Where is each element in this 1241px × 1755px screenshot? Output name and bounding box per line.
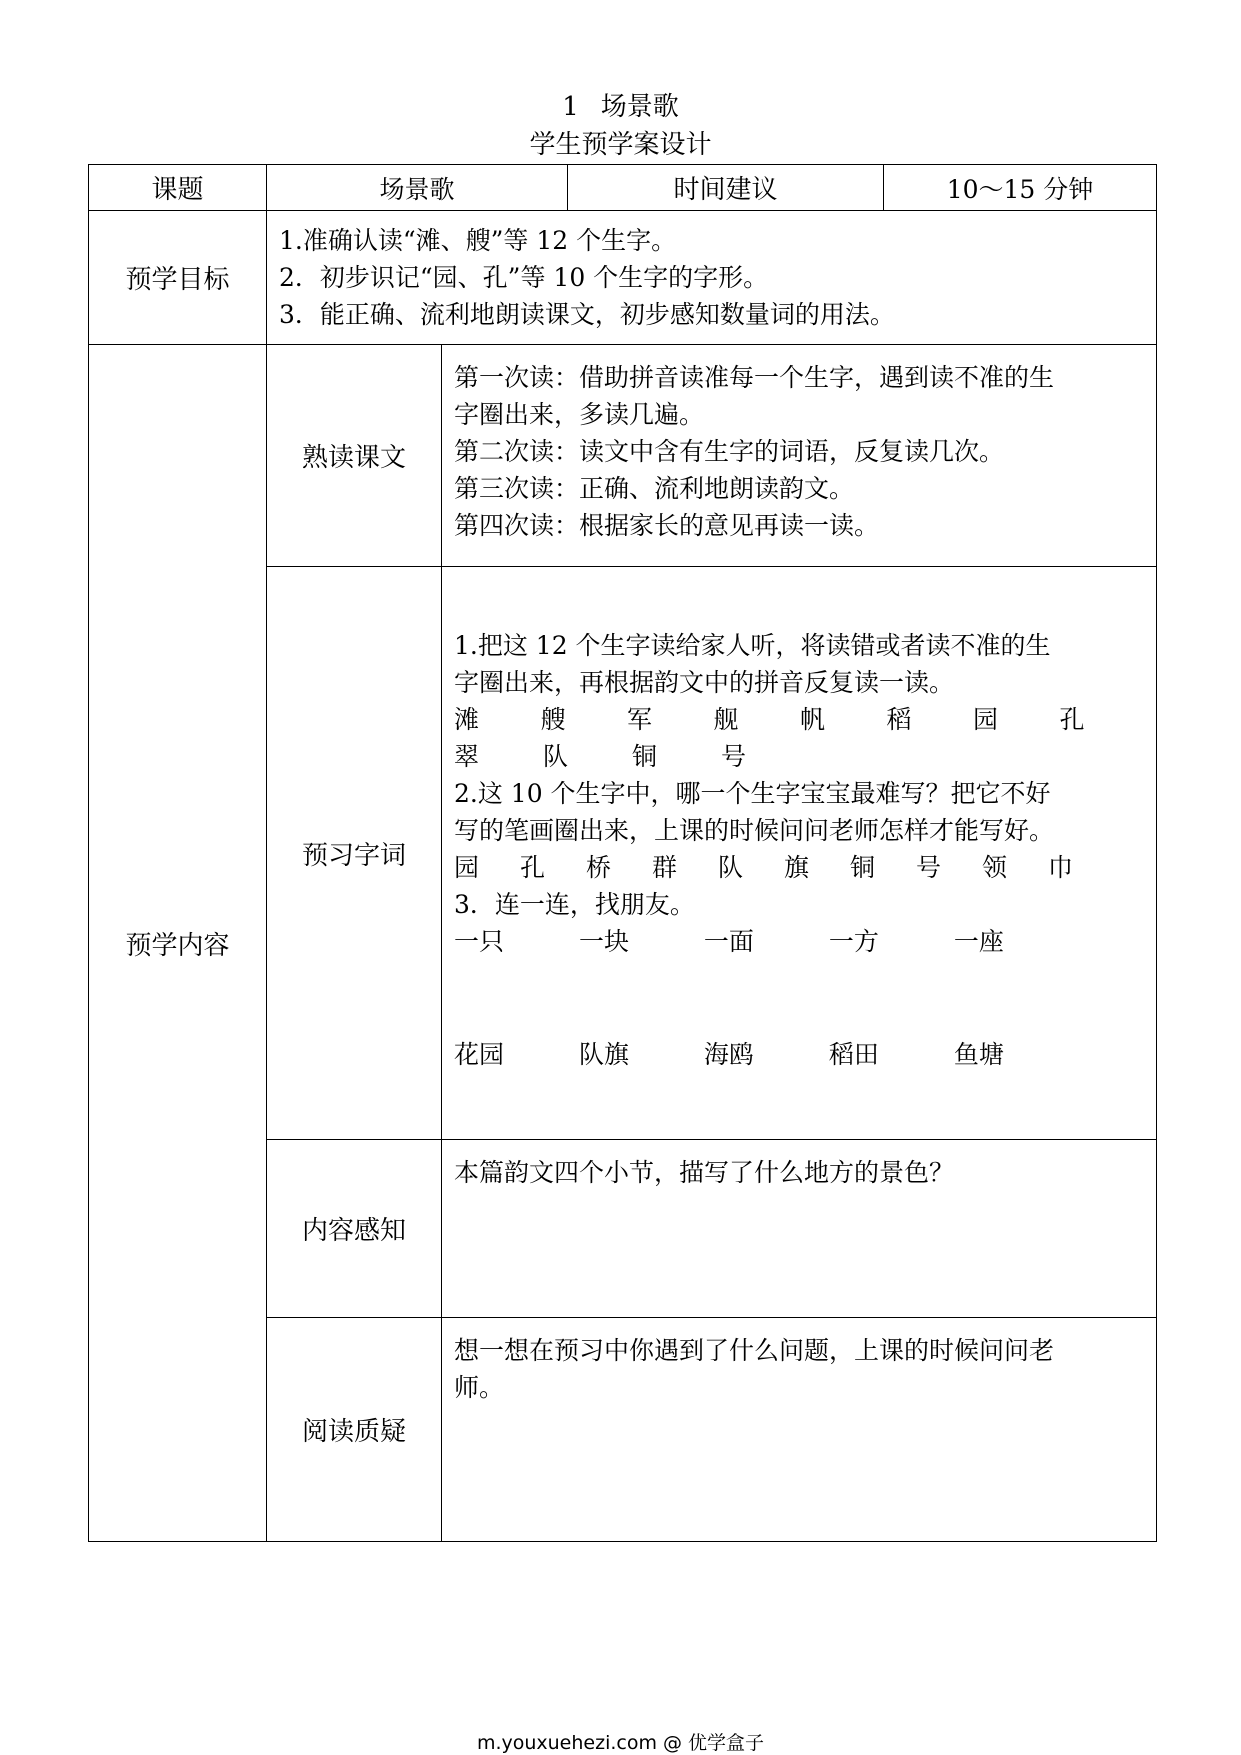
goal-item: 1.准确认读“滩、艘”等 12 个生字。 [279,226,677,255]
reading-content [442,345,1157,567]
char-item: 园 [454,853,480,882]
char-item: 园 [973,705,999,734]
char-item: 帆 [800,705,826,734]
perception-label: 内容感知 [267,1140,442,1318]
task1-chars-row2 [454,738,1146,775]
char-item: 巾 [1048,853,1074,882]
lesson-title [0,90,1241,124]
measure-word: 一只 [454,927,505,956]
reading-line: 第四次读：根据家长的意见再读一读。 [454,511,880,540]
page-subtitle: 学生预学案设计 [529,130,712,160]
goal-item: 3．能正确、流利地朗读课文，初步感知数量词的用法。 [279,300,895,329]
task3-title: 3．连一连，找朋友。 [454,890,695,919]
char-item: 旗 [784,853,810,882]
task1-line: 1.把这 12 个生字读给家人听，将读错或者读不准的生 [454,631,1051,660]
char-item: 队 [718,853,744,882]
noun-word: 稻田 [828,1040,879,1069]
matching-gap [454,960,1146,1036]
char-item: 稻 [886,705,912,734]
noun-word: 海鸥 [703,1040,754,1069]
perception-question: 本篇韵文四个小节，描写了什么地方的景色？ [454,1158,955,1187]
task2-chars [454,849,1146,886]
char-item: 孔 [520,853,546,882]
reading-line: 第三次读：正确、流利地朗读韵文。 [454,474,855,503]
reading-line: 字圈出来，多读几遍。 [454,400,705,429]
perception-content [442,1140,1157,1318]
task1-line: 字圈出来，再根据韵文中的拼音反复读一读。 [454,668,955,697]
preview-table [88,164,1157,1542]
noun-word: 花园 [454,1040,505,1069]
words-label: 预习字词 [267,567,442,1140]
char-item: 铜 [850,853,876,882]
char-item: 翠 [454,742,480,771]
char-item: 军 [627,705,653,734]
char-item: 队 [543,742,569,771]
task2-line: 2.这 10 个生字中，哪一个生字宝宝最难写？把它不好 [454,779,1051,808]
footer-watermark: m.youxuehezi.com @ 优学盒子 [476,1732,765,1754]
nouns-row [454,1036,1146,1073]
noun-word: 鱼塘 [953,1040,1004,1069]
char-item: 艘 [540,705,566,734]
lesson-name: 场景歌 [600,92,679,122]
char-item: 舰 [713,705,739,734]
questions-content [442,1318,1157,1542]
measure-word: 一方 [828,927,879,956]
content-label: 预学内容 [89,345,267,1542]
time-value: 10～15 分钟 [884,165,1157,211]
words-content [442,567,1157,1140]
noun-word: 队旗 [578,1040,629,1069]
char-item: 桥 [586,853,612,882]
task1-chars-row1 [454,701,1146,738]
goals-content [267,211,1157,345]
topic-label: 课题 [89,165,267,211]
task2-line: 写的笔画圈出来，上课的时候问问老师怎样才能写好。 [454,816,1055,845]
measure-word: 一座 [953,927,1004,956]
topic-value: 场景歌 [267,165,568,211]
char-item: 滩 [454,705,480,734]
char-item: 号 [721,742,747,771]
measure-word: 一面 [703,927,754,956]
questions-label: 阅读质疑 [267,1318,442,1542]
topic-row [89,165,1157,211]
reading-line: 第一次读：借助拼音读准每一个生字，遇到读不准的生 [454,363,1055,392]
goal-item: 2．初步识记“园、孔”等 10 个生字的字形。 [279,263,769,292]
char-item: 号 [916,853,942,882]
measure-word: 一块 [578,927,629,956]
char-item: 铜 [632,742,658,771]
measure-words-row [454,923,1146,960]
lesson-number: 1 [562,92,579,122]
reading-line: 第二次读：读文中含有生字的词语，反复读几次。 [454,437,1005,466]
char-item: 群 [652,853,678,882]
time-label: 时间建议 [568,165,884,211]
reading-row [89,345,1157,567]
char-item: 孔 [1059,705,1085,734]
goals-label: 预学目标 [89,211,267,345]
goals-row [89,211,1157,345]
questions-line: 师。 [454,1373,505,1402]
reading-label: 熟读课文 [267,345,442,567]
questions-line: 想一想在预习中你遇到了什么问题，上课的时候问问老 [454,1336,1055,1365]
char-item: 领 [982,853,1008,882]
